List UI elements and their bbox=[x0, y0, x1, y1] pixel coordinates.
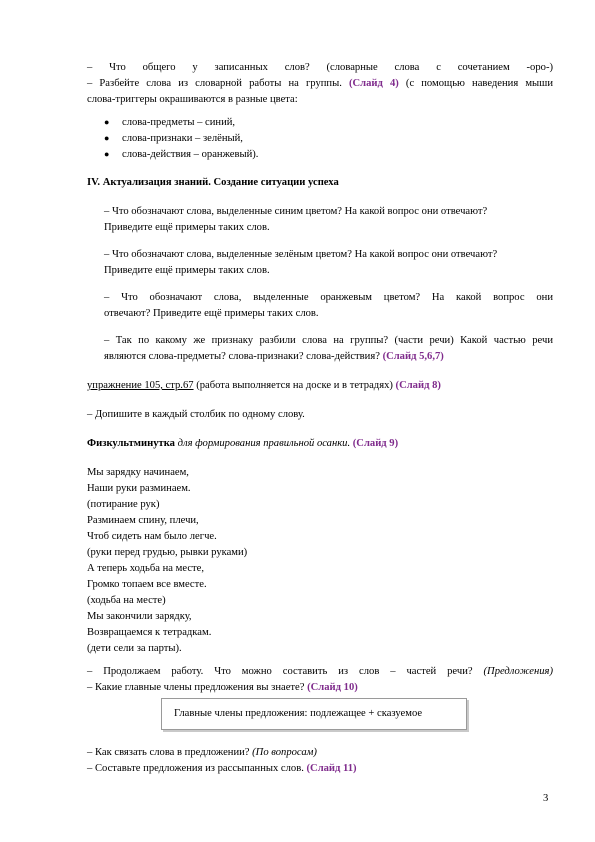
bullet-icon: ● bbox=[104, 149, 110, 159]
continue-question: – Продолжаем работу. Что можно составить из слов – частей речи? bbox=[87, 666, 484, 677]
poem-line: (ходьба на месте) bbox=[87, 595, 166, 606]
continue-line-1 bbox=[87, 665, 553, 678]
bullet-item: слова-признаки – зелёный, bbox=[122, 133, 243, 144]
add-word-line: – Допишите в каждый столбик по одному слову. bbox=[87, 409, 305, 420]
bullet-item: слова-действия – оранжевый). bbox=[122, 149, 259, 160]
fizminutka-purpose: для формирования правильной осанки. bbox=[174, 438, 351, 449]
slide-ref-11: (Слайд 11) bbox=[306, 763, 357, 774]
fizminutka-title: Физкультминутка bbox=[87, 438, 175, 449]
poem-line: (дети сели за парты). bbox=[87, 643, 182, 654]
fizminutka-heading bbox=[87, 437, 398, 450]
intro-line-2-text: – Разбейте слова из словарной работы на группы. bbox=[87, 78, 349, 89]
slide-ref-10: (Слайд 10) bbox=[307, 682, 358, 693]
intro-line-2 bbox=[87, 77, 553, 90]
intro-line-3: слова-триггеры окрашиваются в разные цвета: bbox=[87, 94, 298, 105]
question-4-text: являются слова-предметы? слова-признаки? слова-действия? bbox=[104, 351, 383, 362]
continue-line-2 bbox=[87, 681, 358, 694]
bullet-icon: ● bbox=[104, 133, 110, 143]
slide-ref-8: (Слайд 8) bbox=[395, 380, 441, 391]
poem-line: Разминаем спину, плечи, bbox=[87, 515, 199, 526]
question-1-line-1: – Что обозначают слова, выделенные синим цветом? На какой вопрос они отвечают? bbox=[104, 206, 488, 217]
poem-line: Чтоб сидеть нам было легче. bbox=[87, 531, 217, 542]
main-members-box-text: Главные члены предложения: подлежащее + сказуемое bbox=[174, 708, 423, 719]
poem-line: (руки перед грудью, рывки руками) bbox=[87, 547, 248, 558]
poem-line: Мы закончили зарядку, bbox=[87, 611, 192, 622]
poem-line: (потирание рук) bbox=[87, 499, 160, 510]
poem-line: Возвращаемся к тетрадкам. bbox=[87, 627, 212, 638]
link-words-question: – Как связать слова в предложении? bbox=[87, 747, 253, 758]
poem-line: Наши руки разминаем. bbox=[87, 483, 191, 494]
bullet-icon: ● bbox=[104, 117, 110, 127]
compose-sentences-task: – Составьте предложения из рассыпанных слов. bbox=[87, 763, 307, 774]
poem-line: Громко топаем все вместе. bbox=[87, 579, 207, 590]
continue-answer: (Предложения) bbox=[483, 666, 553, 677]
final-line-2 bbox=[87, 762, 357, 775]
slide-ref-4: (Слайд 4) bbox=[348, 78, 399, 89]
section-heading: IV. Актуализация знаний. Создание ситуации успеха bbox=[87, 177, 339, 188]
poem-line: Мы зарядку начинаем, bbox=[87, 467, 189, 478]
exercise-text: (работа выполняется на доске и в тетрадях) bbox=[193, 380, 396, 391]
poem-line: А теперь ходьба на месте, bbox=[87, 563, 204, 574]
question-4-line-1: – Так по какому же признаку разбили слова на группы? (части речи) Какой частью речи bbox=[104, 335, 553, 346]
bullet-item: слова-предметы – синий, bbox=[122, 117, 236, 128]
final-line-1 bbox=[87, 746, 317, 759]
exercise-reference: упражнение 105, стр.67 bbox=[87, 380, 194, 391]
page-number: 3 bbox=[543, 793, 549, 804]
exercise-line bbox=[87, 379, 441, 392]
question-3-line-1: – Что обозначают слова, выделенные оранжевым цветом? На какой вопрос они bbox=[104, 292, 553, 303]
main-members-box bbox=[161, 698, 467, 730]
slide-ref-5-6-7: (Слайд 5,6,7) bbox=[382, 351, 444, 362]
question-2-line-1: – Что обозначают слова, выделенные зелёным цветом? На какой вопрос они отвечают? bbox=[104, 249, 498, 260]
question-1-line-2: Приведите ещё примеры таких слов. bbox=[104, 222, 270, 233]
slide-ref-9: (Слайд 9) bbox=[350, 438, 399, 449]
question-4-line-2 bbox=[104, 350, 444, 363]
intro-line-1: – Что общего у записанных слов? (словарные слова с сочетанием -оро-) bbox=[87, 62, 553, 73]
question-2-line-2: Приведите ещё примеры таких слов. bbox=[104, 265, 270, 276]
question-3-line-2: отвечают? Приведите ещё примеры таких слов. bbox=[104, 308, 319, 319]
link-words-answer: (По вопросам) bbox=[252, 747, 317, 758]
intro-line-2-tail: (с помощью наведения мыши bbox=[398, 78, 553, 89]
main-members-question: – Какие главные члены предложения вы знаете? bbox=[87, 682, 308, 693]
